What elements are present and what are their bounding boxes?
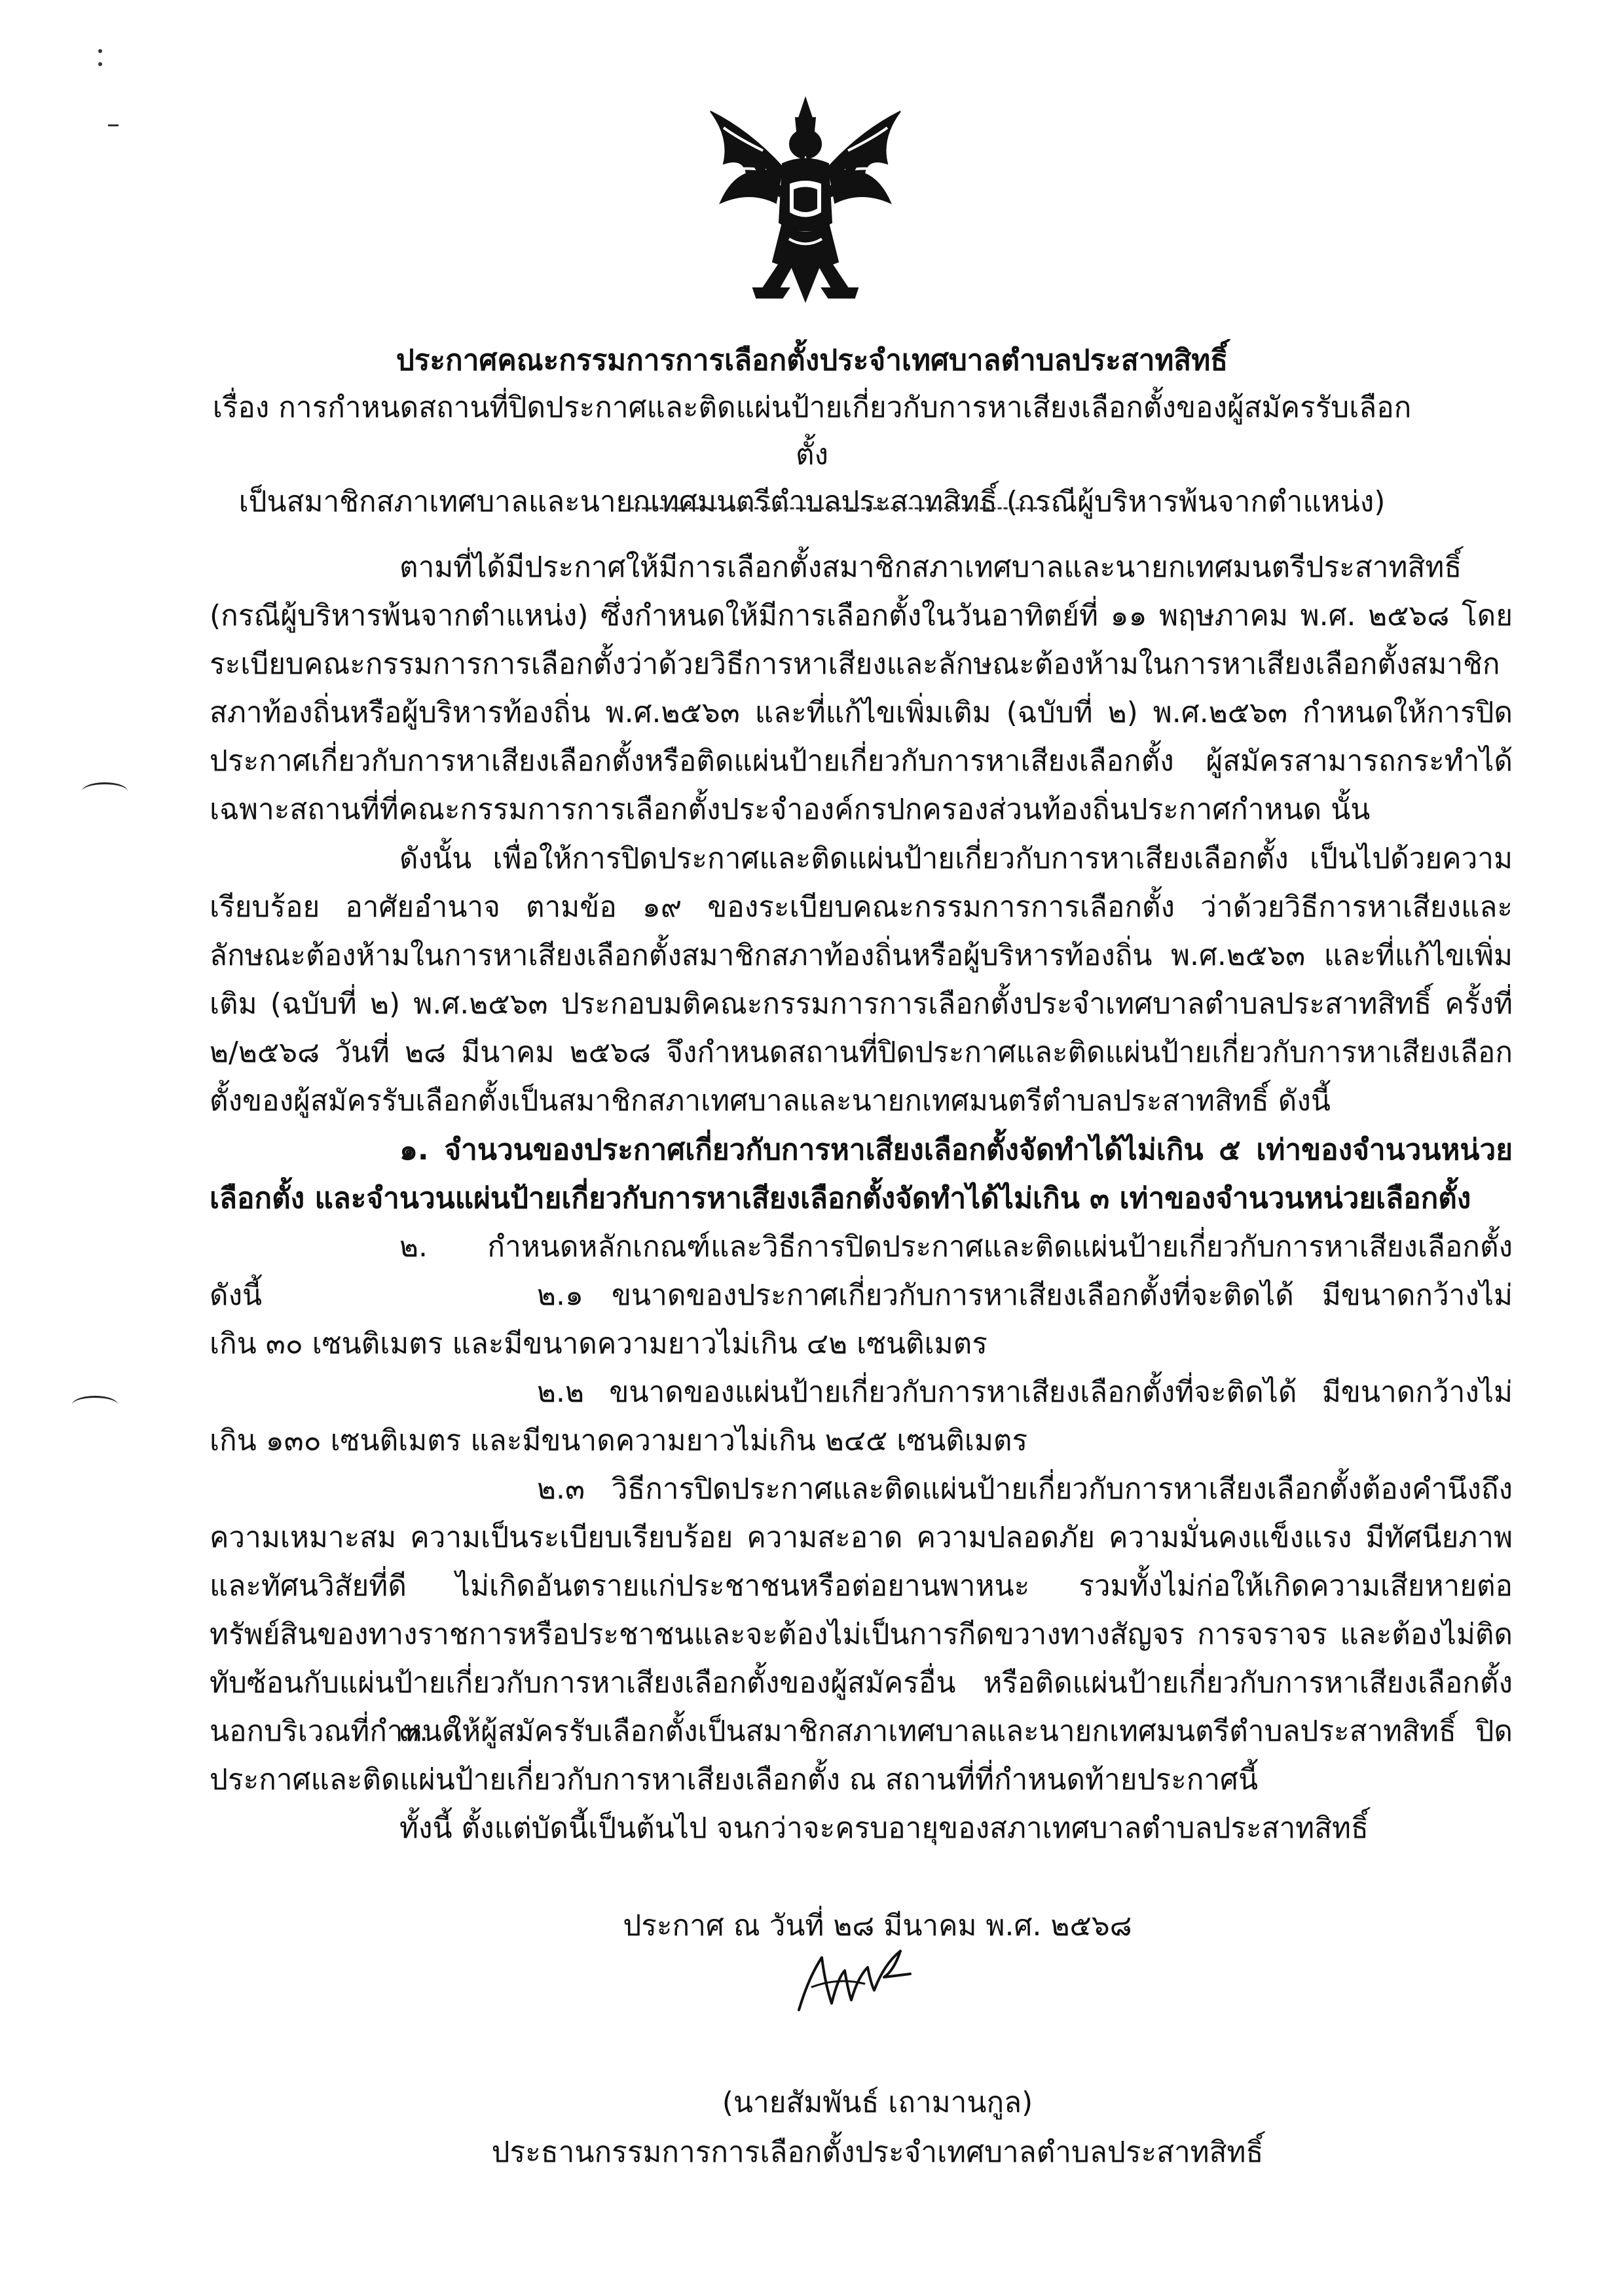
margin-mark [98, 49, 102, 53]
clause-item: ๒. กำหนดหลักเกณฑ์และวิธีการปิดประกาศและติดแผ่นป้ายเกี่ยวกับการหาเสียงเลือกตั้ง ดังนี้ [210, 1230, 1513, 1312]
garuda-emblem-icon [684, 92, 927, 308]
announcement-title: ประกาศคณะกรรมการการเลือกตั้งประจำเทศบาลตำบลประสาทสิทธิ์ [396, 344, 1228, 377]
signer-name: (นายสัมพันธ์ เถามานกูล) [722, 2086, 1033, 2119]
clause-subitem: ๒.๒ ขนาดของแผ่นป้ายเกี่ยวกับการหาเสียงเลือกตั้งที่จะติดได้ มีขนาดกว้างไม่เกิน ๑๓๐ เซนติเมตร และมีขนาดความยาวไม่เกิน ๒๔๕ เซนติเมตร [210, 1376, 1513, 1457]
heading-divider [630, 507, 1049, 509]
announcement-subject-line: เรื่อง การกำหนดสถานที่ปิดประกาศและติดแผ่นป้ายเกี่ยวกับการหาเสียงเลือกตั้งของผู้สมัครรับเลือกตั้ง [212, 391, 1412, 471]
margin-mark [98, 62, 102, 66]
signer-position: ประธานกรรมการการเลือกตั้งประจำเทศบาลตำบลประสาทสิทธิ์ [491, 2136, 1264, 2169]
body-paragraph: ตามที่ได้มีประกาศให้มีการเลือกตั้งสมาชิกสภาเทศบาลและนายกเทศมนตรีประสาทสิทธิ์ (กรณีผู้บริหารพ้นจากตำแหน่ง) ซึ่งกำหนดให้มีการเลือกตั้งในวันอาทิตย์ที่ ๑๑ พฤษภาคม พ.ศ. ๒๕๖๘ โดยระเบียบคณะกรรมการการเลือกตั้งว่าด้วยวิธีการหาเสียงและลักษณะต้องห้ามในการหาเสียงเลือกตั้งสมาชิกสภาท้องถิ่นหรือผู้บริหารท้องถิ่น พ.ศ.๒๕๖๓ และที่แก้ไขเพิ่มเติม (ฉบับที่ ๒) พ.ศ.๒๕๖๓ กำหนดให้การปิดประกาศเกี่ยวกับการหาเสียงเลือกตั้งหรือติดแผ่นป้ายเกี่ยวกับการหาเสียงเลือกตั้ง ผู้สมัครสามารถกระทำได้เฉพาะสถานที่ที่คณะกรรมการการเลือกตั้งประจำองค์กรปกครองส่วนท้องถิ่นประกาศกำหนด นั้น [210, 551, 1513, 826]
closing-paragraph: ทั้งนี้ ตั้งแต่บัดนี้เป็นต้นไป จนกว่าจะครบอายุของสภาเทศบาลตำบลประสาทสิทธิ์ [399, 1812, 1369, 1845]
clause-item: ๑. จำนวนของประกาศเกี่ยวกับการหาเสียงเลือกตั้งจัดทำได้ไม่เกิน ๕ เท่าของจำนวนหน่วยเลือกตั้ง และจำนวนแผ่นป้ายเกี่ยวกับการหาเสียงเลือกตั้งจัดทำได้ไม่เกิน ๓ เท่าของจำนวนหน่วยเลือกตั้ง [210, 1133, 1513, 1215]
margin-mark [108, 124, 119, 126]
body-paragraph: ดังนั้น เพื่อให้การปิดประกาศและติดแผ่นป้ายเกี่ยวกับการหาเสียงเลือกตั้ง เป็นไปด้วยความเรียบร้อย อาศัยอำนาจ ตามข้อ ๑๙ ของระเบียบคณะกรรมการการเลือกตั้ง ว่าด้วยวิธีการหาเสียงและลักษณะต้องห้ามในการหาเสียงเลือกตั้งสมาชิกสภาท้องถิ่นหรือผู้บริหารท้องถิ่น พ.ศ.๒๕๖๓ และที่แก้ไขเพิ่มเติม (ฉบับที่ ๒) พ.ศ.๒๕๖๓ ประกอบมติคณะกรรมการการเลือกตั้งประจำเทศบาลตำบลประสาทสิทธิ์ ครั้งที่ ๒/๒๕๖๘ วันที่ ๒๘ มีนาคม ๒๕๖๘ จึงกำหนดสถานที่ปิดประกาศและติดแผ่นป้ายเกี่ยวกับการหาเสียงเลือกตั้งของผู้สมัครรับเลือกตั้งเป็นสมาชิกสภาเทศบาลและนายกเทศมนตรีตำบลประสาทสิทธิ์ ดังนี้ [210, 842, 1513, 1118]
announcement-heading [196, 337, 1428, 526]
hole-punch-mark [82, 782, 128, 800]
clause-item: ๓. ให้ผู้สมัครรับเลือกตั้งเป็นสมาชิกสภาเทศบาลและนายกเทศมนตรีตำบลประสาทสิทธิ์ ปิดประกาศและติดแผ่นป้ายเกี่ยวกับการหาเสียงเลือกตั้ง ณ สถานที่ที่กำหนดท้ายประกาศนี้ [210, 1715, 1513, 1796]
clause-subitem: ๒.๑ ขนาดของประกาศเกี่ยวกับการหาเสียงเลือกตั้งที่จะติดได้ มีขนาดกว้างไม่เกิน ๓๐ เซนติเมตร และมีขนาดความยาวไม่เกิน ๔๒ เซนติเมตร [210, 1279, 1513, 1360]
announcement-subject-line: เป็นสมาชิกสภาเทศบาลและนายกเทศมนตรีตำบลประสาทสิทธิ์ (กรณีผู้บริหารพ้นจากตำแหน่ง) [238, 485, 1386, 519]
clause-subitem: ๒.๓ วิธีการปิดประกาศและติดแผ่นป้ายเกี่ยวกับการหาเสียงเลือกตั้งต้องคำนึงถึงความเหมาะสม ความเป็นระเบียบเรียบร้อย ความสะอาด ความปลอดภัย ความมั่นคงแข็งแรง มีทัศนียภาพ และทัศนวิสัยที่ดี ไม่เกิดอันตรายแก่ประชาชนหรือต่อยานพาหนะ รวมทั้งไม่ก่อให้เกิดความเสียหายต่อทรัพย์สินของทางราชการหรือประชาชนและจะต้องไม่เป็นการกีดขวางทางสัญจร การจราจร และต้องไม่ติดทับซ้อนกับแผ่นป้ายเกี่ยวกับการหาเสียงเลือกตั้งของผู้สมัครอื่น หรือติดแผ่นป้ายเกี่ยวกับการหาเสียงเลือกตั้งนอกบริเวณที่กำหนด [210, 1472, 1513, 1748]
hole-punch-mark [72, 1396, 118, 1413]
date-line: ประกาศ ณ วันที่ ๒๘ มีนาคม พ.ศ. ๒๕๖๘ [623, 1909, 1132, 1942]
handwritten-signature [786, 1938, 917, 2023]
